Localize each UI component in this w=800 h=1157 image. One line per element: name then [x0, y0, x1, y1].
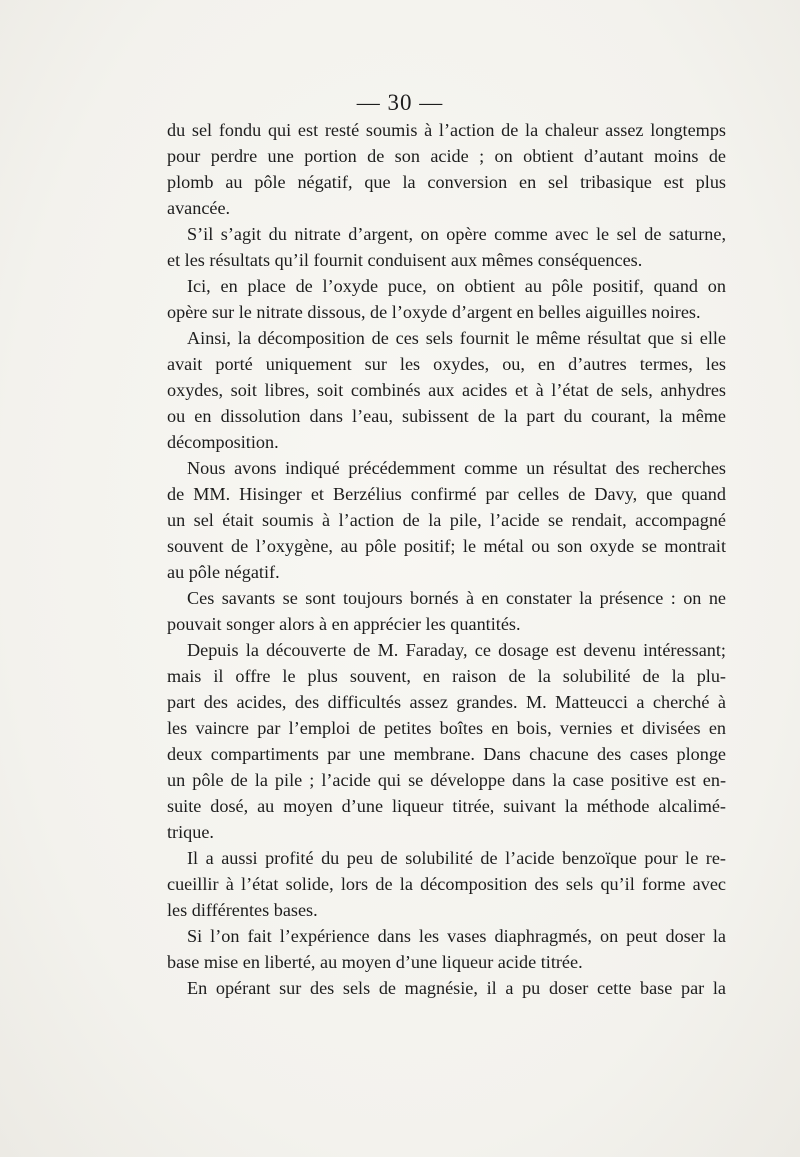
body-text [167, 117, 726, 1001]
text-line: au pôle négatif. [167, 562, 280, 582]
text-line: opère sur le nitrate dissous, de l’oxyde d’argent en belles aiguilles noires. [167, 302, 701, 322]
text-line: avancée. [167, 198, 231, 218]
text-line: avait porté uniquement sur les oxydes, ou, en d’autres termes, les [167, 354, 726, 374]
text-line: un sel était soumis à l’action de la pile, l’acide se rendait, accompagné [167, 510, 726, 530]
paragraph-start-line: S’il s’agit du nitrate d’argent, on opère comme avec le sel de saturne, [187, 224, 726, 244]
text-line: oxydes, soit libres, soit combinés aux acides et à l’état de sels, anhydres [167, 380, 726, 400]
page-number: — 30 — [356, 90, 444, 115]
text-line: les vaincre par l’emploi de petites boîtes en bois, vernies et divisées en [167, 718, 726, 738]
paragraph-start-line: Ici, en place de l’oxyde puce, on obtient au pôle positif, quand on [187, 276, 726, 296]
paragraph-start-line: Si l’on fait l’expérience dans les vases diaphragmés, on peut doser la [187, 926, 726, 946]
paragraph-start-line: Ainsi, la décomposition de ces sels fournit le même résultat que si elle [187, 328, 726, 348]
paragraph-start-line: Ces savants se sont toujours bornés à en constater la présence : on ne [187, 588, 726, 608]
paragraph-start-line: Il a aussi profité du peu de solubilité de l’acide benzoïque pour le re- [187, 848, 726, 868]
text-line: de MM. Hisinger et Berzélius confirmé par celles de Davy, que quand [167, 484, 726, 504]
text-line: mais il offre le plus souvent, en raison de la solubilité de la plu- [167, 666, 726, 686]
text-line: plomb au pôle négatif, que la conversion en sel tribasique est plus [167, 172, 726, 192]
paragraph-start-line: En opérant sur des sels de magnésie, il a pu doser cette base par la [187, 978, 726, 998]
text-line: pouvait songer alors à en apprécier les quantités. [167, 614, 521, 634]
text-line: cueillir à l’état solide, lors de la décomposition des sels qu’il forme avec [167, 874, 726, 894]
text-line: base mise en liberté, au moyen d’une liqueur acide titrée. [167, 952, 583, 972]
paragraph-start-line: Depuis la découverte de M. Faraday, ce dosage est devenu intéressant; [187, 640, 726, 660]
paragraph-start-line: Nous avons indiqué précédemment comme un résultat des recherches [187, 458, 726, 478]
text-line: trique. [167, 822, 214, 842]
text-line: suite dosé, au moyen d’une liqueur titrée, suivant la méthode alcalimé- [167, 796, 726, 816]
text-line: un pôle de la pile ; l’acide qui se développe dans la case positive est en- [167, 770, 726, 790]
text-line: décomposition. [167, 432, 279, 452]
text-line: deux compartiments par une membrane. Dans chacune des cases plonge [167, 744, 726, 764]
text-line: et les résultats qu’il fournit conduisent aux mêmes conséquences. [167, 250, 643, 270]
text-line: pour perdre une portion de son acide ; on obtient d’autant moins de [167, 146, 726, 166]
text-line: souvent de l’oxygène, au pôle positif; le métal ou son oxyde se montrait [167, 536, 726, 556]
text-line: ou en dissolution dans l’eau, subissent de la part du courant, la même [167, 406, 726, 426]
text-line: part des acides, des difficultés assez grandes. M. Matteucci a cherché à [167, 692, 726, 712]
text-line: les différentes bases. [167, 900, 318, 920]
text-line: du sel fondu qui est resté soumis à l’action de la chaleur assez longtemps [167, 120, 726, 140]
